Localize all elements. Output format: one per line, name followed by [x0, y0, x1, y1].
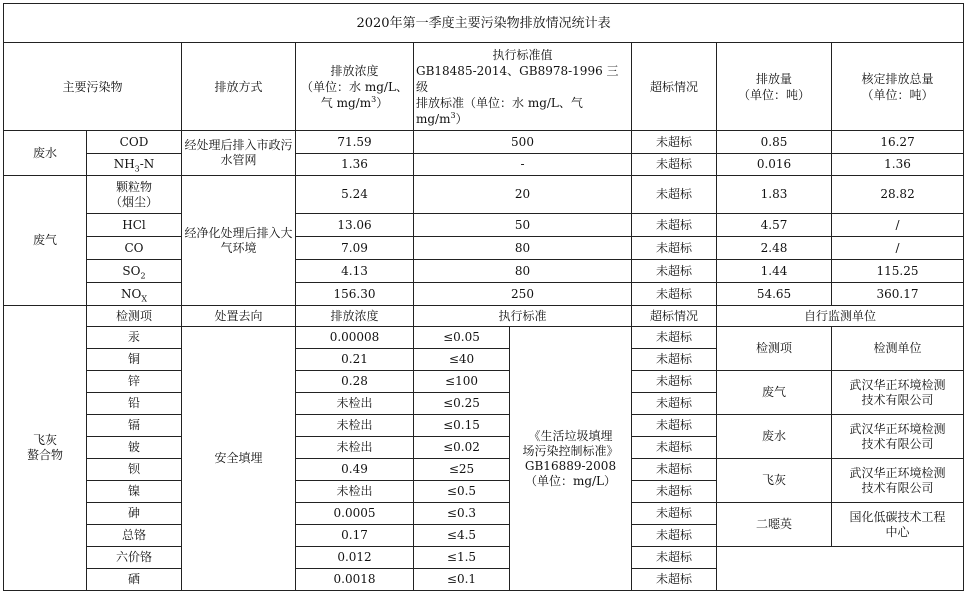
ash-exceed: 未超标	[632, 415, 717, 437]
ash-limit: ≤0.02	[414, 437, 510, 459]
water-conc: 1.36	[296, 154, 414, 176]
monitor-header-unit: 检测单位	[832, 327, 964, 371]
monitor-item: 废气	[717, 371, 832, 415]
ash-subheader-conc: 排放浓度	[296, 306, 414, 327]
gas-exceed: 未超标	[632, 176, 717, 214]
ash-conc: 0.0018	[296, 569, 414, 591]
water-item: $NH_3-N$	[87, 154, 182, 176]
ash-conc: 未检出	[296, 415, 414, 437]
ash-limit: ≤0.1	[414, 569, 510, 591]
gas-exceed: 未超标	[632, 237, 717, 260]
ash-item: 砷	[87, 503, 182, 525]
ash-exceed: 未超标	[632, 437, 717, 459]
ash-item: 镉	[87, 415, 182, 437]
water-item: COD	[87, 131, 182, 154]
header-method: 排放方式	[182, 43, 296, 131]
ash-exceed: 未超标	[632, 525, 717, 547]
water-amount: 0.85	[717, 131, 832, 154]
ash-exceed: 未超标	[632, 547, 717, 569]
table-title: 2020年第一季度主要污染物排放情况统计表	[4, 4, 964, 43]
ash-exceed: 未超标	[632, 393, 717, 415]
ash-conc: 0.17	[296, 525, 414, 547]
ash-limit: ≤4.5	[414, 525, 510, 547]
ash-conc: 未检出	[296, 393, 414, 415]
ash-subheader-exceed: 超标情况	[632, 306, 717, 327]
gas-conc: 5.24	[296, 176, 414, 214]
ash-conc: 0.012	[296, 547, 414, 569]
gas-exceed: 未超标	[632, 283, 717, 306]
ash-standard: 《生活垃圾填埋 场污染控制标准》 GB16889-2008 （单位：mg/L）	[510, 327, 632, 591]
gas-approved: 360.17	[832, 283, 964, 306]
ash-exceed: 未超标	[632, 459, 717, 481]
ash-limit: ≤40	[414, 349, 510, 371]
ash-item: 钡	[87, 459, 182, 481]
ash-item: 汞	[87, 327, 182, 349]
gas-item: HCl	[87, 214, 182, 237]
ash-item: 总铬	[87, 525, 182, 547]
ash-limit: ≤25	[414, 459, 510, 481]
ash-exceed: 未超标	[632, 371, 717, 393]
ash-limit: ≤100	[414, 371, 510, 393]
header-exceed: 超标情况	[632, 43, 717, 131]
gas-approved: 28.82	[832, 176, 964, 214]
monitor-unit: 国化低碳技术工程 中心	[832, 503, 964, 547]
ash-item: 六价铬	[87, 547, 182, 569]
ash-item: 硒	[87, 569, 182, 591]
gas-conc: 4.13	[296, 260, 414, 283]
gas-exceed: 未超标	[632, 214, 717, 237]
ash-conc: 0.00008	[296, 327, 414, 349]
gas-conc: 156.30	[296, 283, 414, 306]
gas-std: 80	[414, 260, 632, 283]
gas-approved: /	[832, 214, 964, 237]
gas-approved: 115.25	[832, 260, 964, 283]
water-std: -	[414, 154, 632, 176]
gas-amount: 1.44	[717, 260, 832, 283]
gas-method: 经净化处理后排入大气环境	[182, 176, 296, 306]
monitor-item: 二噁英	[717, 503, 832, 547]
ash-limit: ≤0.25	[414, 393, 510, 415]
ash-conc: 未检出	[296, 437, 414, 459]
ash-conc: 0.28	[296, 371, 414, 393]
gas-amount: 2.48	[717, 237, 832, 260]
monitor-item: 废水	[717, 415, 832, 459]
ash-subheader-disposal: 处置去向	[182, 306, 296, 327]
ash-exceed: 未超标	[632, 503, 717, 525]
monitor-unit: 武汉华正环境检测 技术有限公司	[832, 415, 964, 459]
gas-amount: 1.83	[717, 176, 832, 214]
ash-exceed: 未超标	[632, 327, 717, 349]
water-conc: 71.59	[296, 131, 414, 154]
water-category: 废水	[4, 131, 87, 176]
monitor-item: 飞灰	[717, 459, 832, 503]
gas-item: CO	[87, 237, 182, 260]
ash-conc: 0.0005	[296, 503, 414, 525]
ash-exceed: 未超标	[632, 481, 717, 503]
ash-conc: 0.21	[296, 349, 414, 371]
gas-approved: /	[832, 237, 964, 260]
gas-category: 废气	[4, 176, 87, 306]
water-exceed: 未超标	[632, 131, 717, 154]
monitor-unit: 武汉华正环境检测 技术有限公司	[832, 371, 964, 415]
ash-subheader-item: 检测项	[87, 306, 182, 327]
ash-conc: 0.49	[296, 459, 414, 481]
ash-item: 铜	[87, 349, 182, 371]
ash-subheader-std: 执行标准	[414, 306, 632, 327]
ash-exceed: 未超标	[632, 569, 717, 591]
water-method: 经处理后排入市政污水管网	[182, 131, 296, 176]
gas-amount: 54.65	[717, 283, 832, 306]
ash-item: 锌	[87, 371, 182, 393]
ash-limit: ≤0.3	[414, 503, 510, 525]
ash-category: 飞灰 螯合物	[4, 306, 87, 591]
gas-item: 颗粒物 （烟尘）	[87, 176, 182, 214]
ash-item: 铅	[87, 393, 182, 415]
monitor-unit: 武汉华正环境检测 技术有限公司	[832, 459, 964, 503]
header-standard: 执行标准值 GB18485-2014、GB8978-1996 三级 排放标准（单位：水 mg/L、气 $mg/m^3$）	[414, 43, 632, 131]
water-std: 500	[414, 131, 632, 154]
gas-item: $SO_2$	[87, 260, 182, 283]
ash-item: 镍	[87, 481, 182, 503]
gas-conc: 7.09	[296, 237, 414, 260]
water-exceed: 未超标	[632, 154, 717, 176]
ash-limit: ≤0.5	[414, 481, 510, 503]
monitor-empty	[717, 547, 964, 591]
ash-exceed: 未超标	[632, 349, 717, 371]
gas-std: 50	[414, 214, 632, 237]
gas-std: 80	[414, 237, 632, 260]
header-concentration: 排放浓度 （单位：水 mg/L、 气 $mg/m^3$）	[296, 43, 414, 131]
header-pollutant: 主要污染物	[4, 43, 182, 131]
gas-exceed: 未超标	[632, 260, 717, 283]
header-amount: 排放量 （单位：吨）	[717, 43, 832, 131]
gas-item: $NO_X$	[87, 283, 182, 306]
ash-disposal: 安全填埋	[182, 327, 296, 591]
water-approved: 1.36	[832, 154, 964, 176]
ash-limit: ≤0.15	[414, 415, 510, 437]
gas-std: 250	[414, 283, 632, 306]
ash-limit: ≤1.5	[414, 547, 510, 569]
ash-conc: 未检出	[296, 481, 414, 503]
ash-limit: ≤0.05	[414, 327, 510, 349]
gas-conc: 13.06	[296, 214, 414, 237]
water-amount: 0.016	[717, 154, 832, 176]
ash-subheader-monitor: 自行监测单位	[717, 306, 964, 327]
ash-item: 铍	[87, 437, 182, 459]
gas-amount: 4.57	[717, 214, 832, 237]
header-approved: 核定排放总量 （单位：吨）	[832, 43, 964, 131]
monitor-header-item: 检测项	[717, 327, 832, 371]
pollutant-emission-table	[3, 3, 964, 591]
water-approved: 16.27	[832, 131, 964, 154]
gas-std: 20	[414, 176, 632, 214]
